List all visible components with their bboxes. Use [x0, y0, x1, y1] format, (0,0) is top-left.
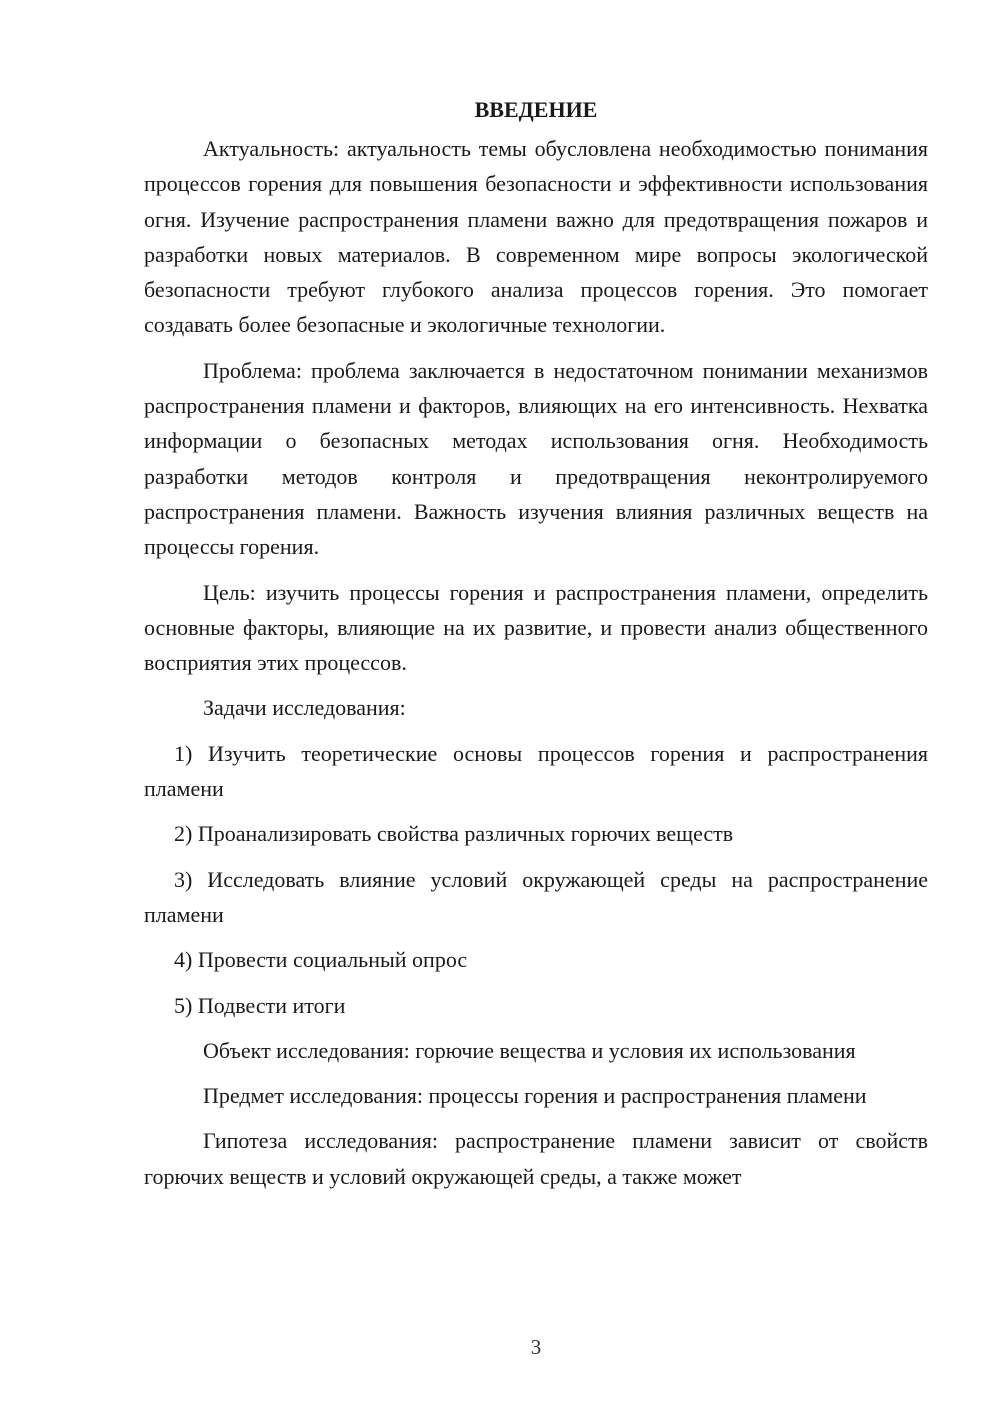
- paragraph-problem: Проблема: проблема заключается в недостаточном понимании механизмов распространения пламени и факторов, влияющих на его интенсивность. Нехватка информации о безопасных методах использования огня. Необходимость разработки методов контроля и предотвращения неконтролируемого распространения пламени. Важность изучения влияния различных веществ на процессы горения.: [144, 357, 928, 560]
- task-item-5: 5) Подвести итоги: [174, 992, 346, 1018]
- task-item-2: 2) Проанализировать свойства различных горючих веществ: [174, 821, 734, 847]
- paragraph-hypothesis: Гипотеза исследования: распространение пламени зависит от свойств горючих веществ и условий окружающей среды, а также может: [144, 1128, 928, 1189]
- paragraph-subject: Предмет исследования: процессы горения и распространения пламени: [203, 1083, 867, 1109]
- paragraph-object: Объект исследования: горючие вещества и условия их использования: [203, 1037, 856, 1063]
- page-number: 3: [530, 1335, 542, 1359]
- tasks-heading: Задачи исследования:: [203, 695, 406, 721]
- task-item-1: 1) Изучить теоретические основы процессов горения и распространения пламени: [144, 740, 928, 802]
- task-item-3: 3) Исследовать влияние условий окружающей среды на распространение пламени: [144, 866, 928, 927]
- paragraph-relevance: Актуальность: актуальность темы обусловлена необходимостью понимания процессов горения для повышения безопасности и эффективности использования огня. Изучение распространения пламени важно для предотвращения пожаров и разработки новых материалов. В современном мире вопросы экологической безопасности требуют глубокого анализа процессов горения. Это помогает создавать более безопасные и экологичные технологии.: [144, 136, 928, 338]
- page-content: [144, 92, 928, 1194]
- paragraph-goal: Цель: изучить процессы горения и распространения пламени, определить основные факторы, влияющие на их развитие, и провести анализ общественного восприятия этих процессов.: [144, 579, 928, 676]
- section-title: ВВЕДЕНИЕ: [474, 97, 598, 122]
- task-item-4: 4) Провести социальный опрос: [174, 947, 468, 973]
